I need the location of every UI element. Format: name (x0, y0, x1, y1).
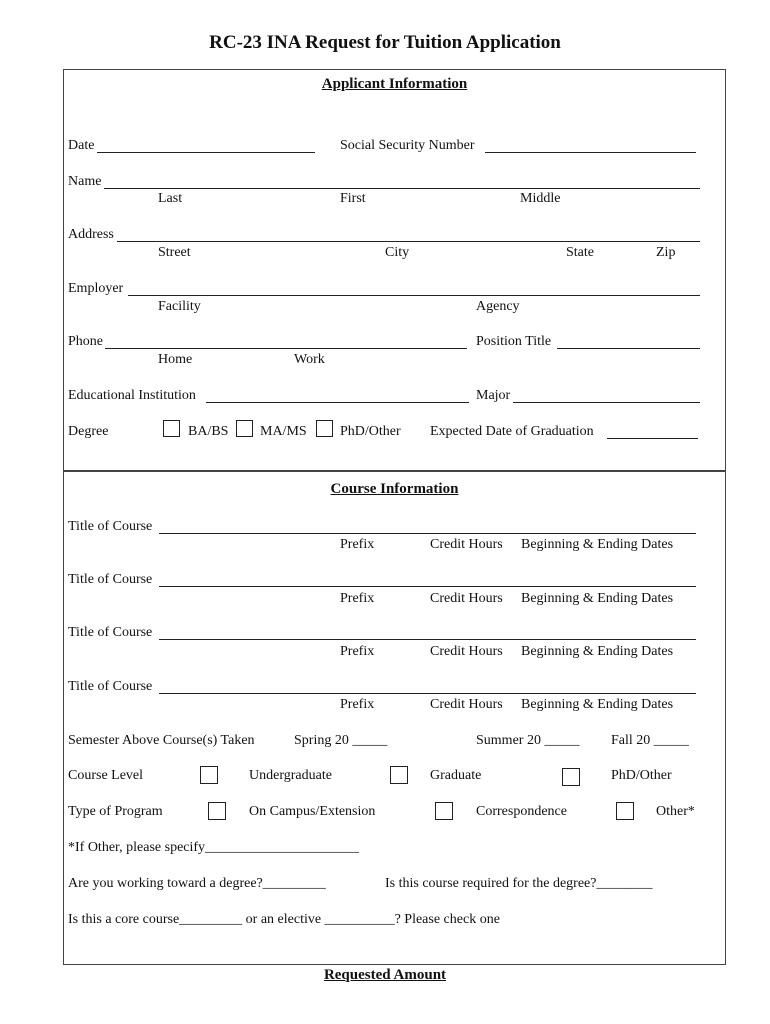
date-field[interactable] (97, 152, 315, 153)
undergraduate-checkbox[interactable] (200, 766, 218, 784)
course-title-field[interactable] (159, 693, 696, 694)
graduate-label: Graduate (430, 768, 482, 783)
toward-degree-field[interactable]: Are you working toward a degree?_________ (68, 876, 326, 891)
requested-amount-heading: Requested Amount (323, 967, 447, 983)
course-title-label: Title of Course (68, 572, 153, 587)
name-last-caption: Last (158, 191, 183, 206)
degree-label: Degree (68, 424, 109, 439)
course-title-field[interactable] (159, 586, 696, 587)
semester-label: Semester Above Course(s) Taken (68, 733, 255, 748)
graduate-checkbox[interactable] (390, 766, 408, 784)
degree-ma-label: MA/MS (260, 424, 307, 439)
applicant-section (63, 69, 726, 472)
course-title-label: Title of Course (68, 519, 153, 534)
addr-city-caption: City (385, 245, 410, 260)
dates-caption: Beginning & Ending Dates (521, 591, 674, 606)
employer-field[interactable] (128, 295, 700, 296)
credit-hours-caption: Credit Hours (430, 697, 503, 712)
addr-zip-caption: Zip (656, 245, 676, 260)
dates-caption: Beginning & Ending Dates (521, 697, 674, 712)
edu-institution-field[interactable] (206, 402, 469, 403)
undergraduate-label: Undergraduate (249, 768, 332, 783)
grad-date-label: Expected Date of Graduation (430, 424, 594, 439)
ssn-field[interactable] (485, 152, 696, 153)
course-heading: Course Information (330, 481, 459, 497)
required-field[interactable]: Is this course required for the degree?________ (385, 876, 653, 891)
addr-state-caption: State (566, 245, 594, 260)
spring-field[interactable]: Spring 20 _____ (294, 733, 388, 748)
position-title-field[interactable] (557, 348, 700, 349)
degree-phd-checkbox[interactable] (316, 420, 333, 437)
summer-field[interactable]: Summer 20 _____ (476, 733, 580, 748)
edu-institution-label: Educational Institution (68, 388, 196, 403)
address-field[interactable] (117, 241, 700, 242)
prefix-caption: Prefix (340, 644, 375, 659)
credit-hours-caption: Credit Hours (430, 644, 503, 659)
name-first-caption: First (340, 191, 366, 206)
dates-caption: Beginning & Ending Dates (521, 537, 674, 552)
if-other-field[interactable]: *If Other, please specify______________________ (68, 840, 360, 855)
course-title-field[interactable] (159, 533, 696, 534)
course-level-label: Course Level (68, 768, 144, 783)
core-elective-field[interactable]: Is this a core course_________ or an elective __________? Please check one (68, 912, 500, 927)
form-title: RC-23 INA Request for Tuition Application (209, 32, 561, 53)
phone-work-caption: Work (294, 352, 325, 367)
fall-field[interactable]: Fall 20 _____ (611, 733, 689, 748)
emp-facility-caption: Facility (158, 299, 201, 314)
applicant-heading: Applicant Information (321, 76, 468, 92)
program-type-label: Type of Program (68, 804, 163, 819)
other-label: Other* (656, 804, 695, 819)
course-title-field[interactable] (159, 639, 696, 640)
name-middle-caption: Middle (520, 191, 561, 206)
phone-home-caption: Home (158, 352, 193, 367)
prefix-caption: Prefix (340, 537, 375, 552)
credit-hours-caption: Credit Hours (430, 591, 503, 606)
correspondence-checkbox[interactable] (435, 802, 453, 820)
degree-ba-checkbox[interactable] (163, 420, 180, 437)
prefix-caption: Prefix (340, 591, 375, 606)
on-campus-label: On Campus/Extension (249, 804, 376, 819)
phd-other-label: PhD/Other (611, 768, 672, 783)
phone-label: Phone (68, 334, 103, 349)
grad-date-field[interactable] (607, 438, 698, 439)
dates-caption: Beginning & Ending Dates (521, 644, 674, 659)
ssn-label: Social Security Number (340, 138, 475, 153)
address-label: Address (68, 227, 114, 242)
correspondence-label: Correspondence (476, 804, 567, 819)
degree-ba-label: BA/BS (188, 424, 229, 439)
name-field[interactable] (104, 188, 700, 189)
on-campus-checkbox[interactable] (208, 802, 226, 820)
date-label: Date (68, 138, 95, 153)
phone-field[interactable] (105, 348, 467, 349)
major-field[interactable] (513, 402, 700, 403)
phd-other-checkbox[interactable] (562, 768, 580, 786)
addr-street-caption: Street (158, 245, 191, 260)
other-checkbox[interactable] (616, 802, 634, 820)
course-title-label: Title of Course (68, 679, 153, 694)
credit-hours-caption: Credit Hours (430, 537, 503, 552)
position-title-label: Position Title (476, 334, 552, 349)
major-label: Major (476, 388, 511, 403)
degree-phd-label: PhD/Other (340, 424, 401, 439)
degree-ma-checkbox[interactable] (236, 420, 253, 437)
employer-label: Employer (68, 281, 124, 296)
emp-agency-caption: Agency (476, 299, 520, 314)
course-title-label: Title of Course (68, 625, 153, 640)
prefix-caption: Prefix (340, 697, 375, 712)
name-label: Name (68, 174, 102, 189)
